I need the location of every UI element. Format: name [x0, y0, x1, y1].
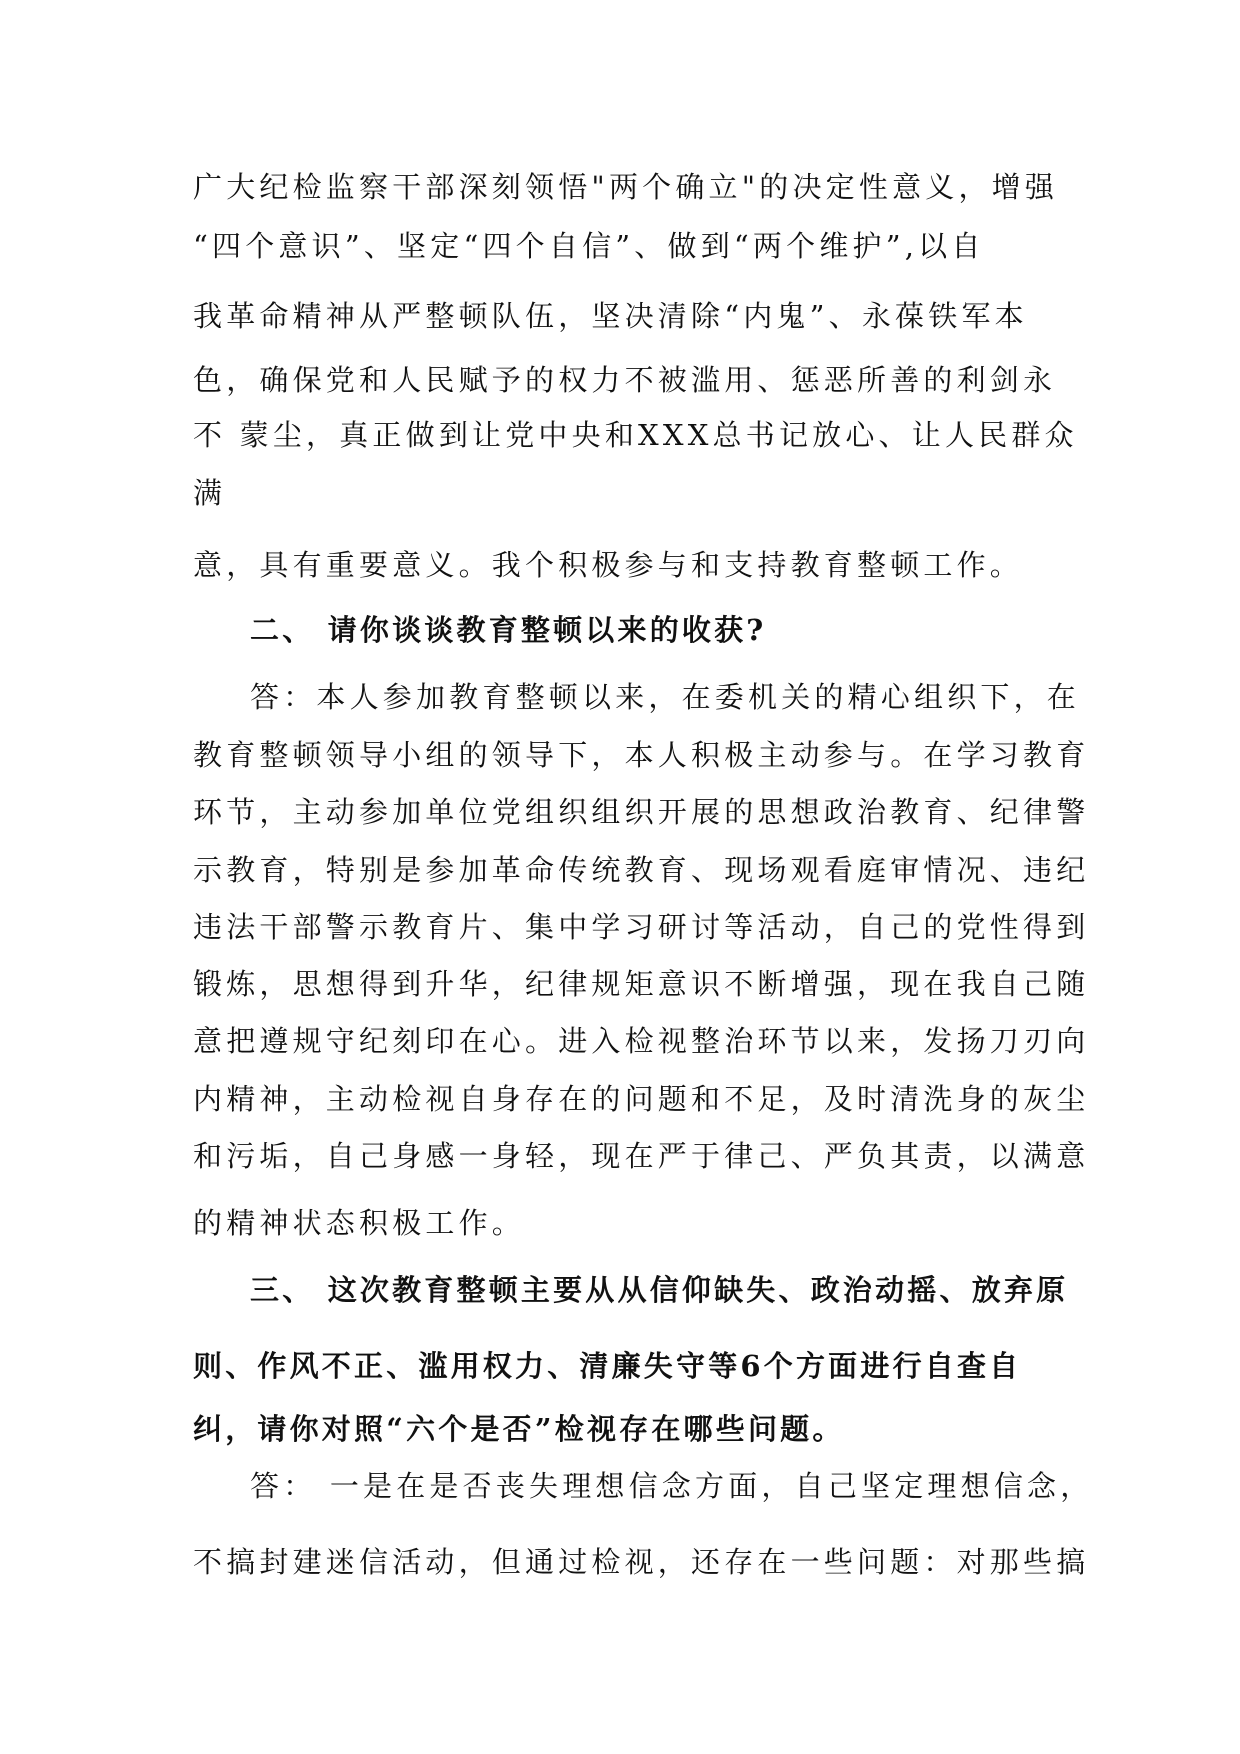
body-text-line: 违法干部警示教育片、集中学习研讨等活动，自己的党性得到: [193, 910, 1090, 944]
body-text-line: 意，具有重要意义。我个积极参与和支持教育整顿工作。: [193, 548, 1024, 582]
section-heading-3-cont: 则、作风不正、滥用权力、清廉失守等6个方面进行自查自: [193, 1349, 1022, 1383]
section-heading-3: 三、 这次教育整顿主要从从信仰缺失、政治动摇、放弃原: [250, 1273, 1069, 1307]
body-text-line: 广大纪检监察干部深刻领悟"两个确立"的决定性意义，增强: [193, 170, 1059, 204]
answer-text-line: 答： 一是在是否丧失理想信念方面，自己坚定理想信念，: [250, 1469, 1094, 1503]
body-text-line: 不搞封建迷信活动，但通过检视，还存在一些问题：对那些搞: [193, 1545, 1090, 1579]
body-text-line: 锻炼，思想得到升华，纪律规矩意识不断增强，现在我自己随: [193, 967, 1090, 1001]
body-text-line: 意把遵规守纪刻印在心。进入检视整治环节以来，发扬刀刃向: [193, 1024, 1090, 1058]
section-heading-3-cont: 纠，请你对照“六个是否”检视存在哪些问题。: [193, 1412, 845, 1446]
body-text-line: 环节，主动参加单位党组织组织开展的思想政治教育、纪律警: [193, 795, 1090, 829]
body-text-line: 满: [193, 476, 227, 510]
answer-text-line: 答：本人参加教育整顿以来，在委机关的精心组织下，在: [250, 680, 1081, 714]
body-text-line: 我革命精神从严整顿队伍，坚决清除“内鬼”、永葆铁军本: [193, 299, 1028, 333]
body-text-line: 内精神，主动检视自身存在的问题和不足，及时清洗身的灰尘: [193, 1082, 1090, 1116]
body-text-line: 色，确保党和人民赋予的权力不被滥用、惩恶所善的利剑永: [193, 363, 1057, 397]
body-text-line: 示教育，特别是参加革命传统教育、现场观看庭审情况、违纪: [193, 853, 1090, 887]
body-text-line: 的精神状态积极工作。: [193, 1206, 526, 1240]
section-heading-2: 二、 请你谈谈教育整顿以来的收获?: [250, 613, 767, 647]
body-text-line: “四个意识”、坚定“四个自信”、做到“两个维护”,以自: [193, 229, 985, 263]
body-text-line: 和污垢，自己身感一身轻，现在严于律己、严负其责，以满意: [193, 1139, 1090, 1173]
body-text-line: 不 蒙尘，真正做到让党中央和XXX总书记放心、让人民群众: [193, 418, 1078, 452]
body-text-line: 教育整顿领导小组的领导下，本人积极主动参与。在学习教育: [193, 738, 1090, 772]
